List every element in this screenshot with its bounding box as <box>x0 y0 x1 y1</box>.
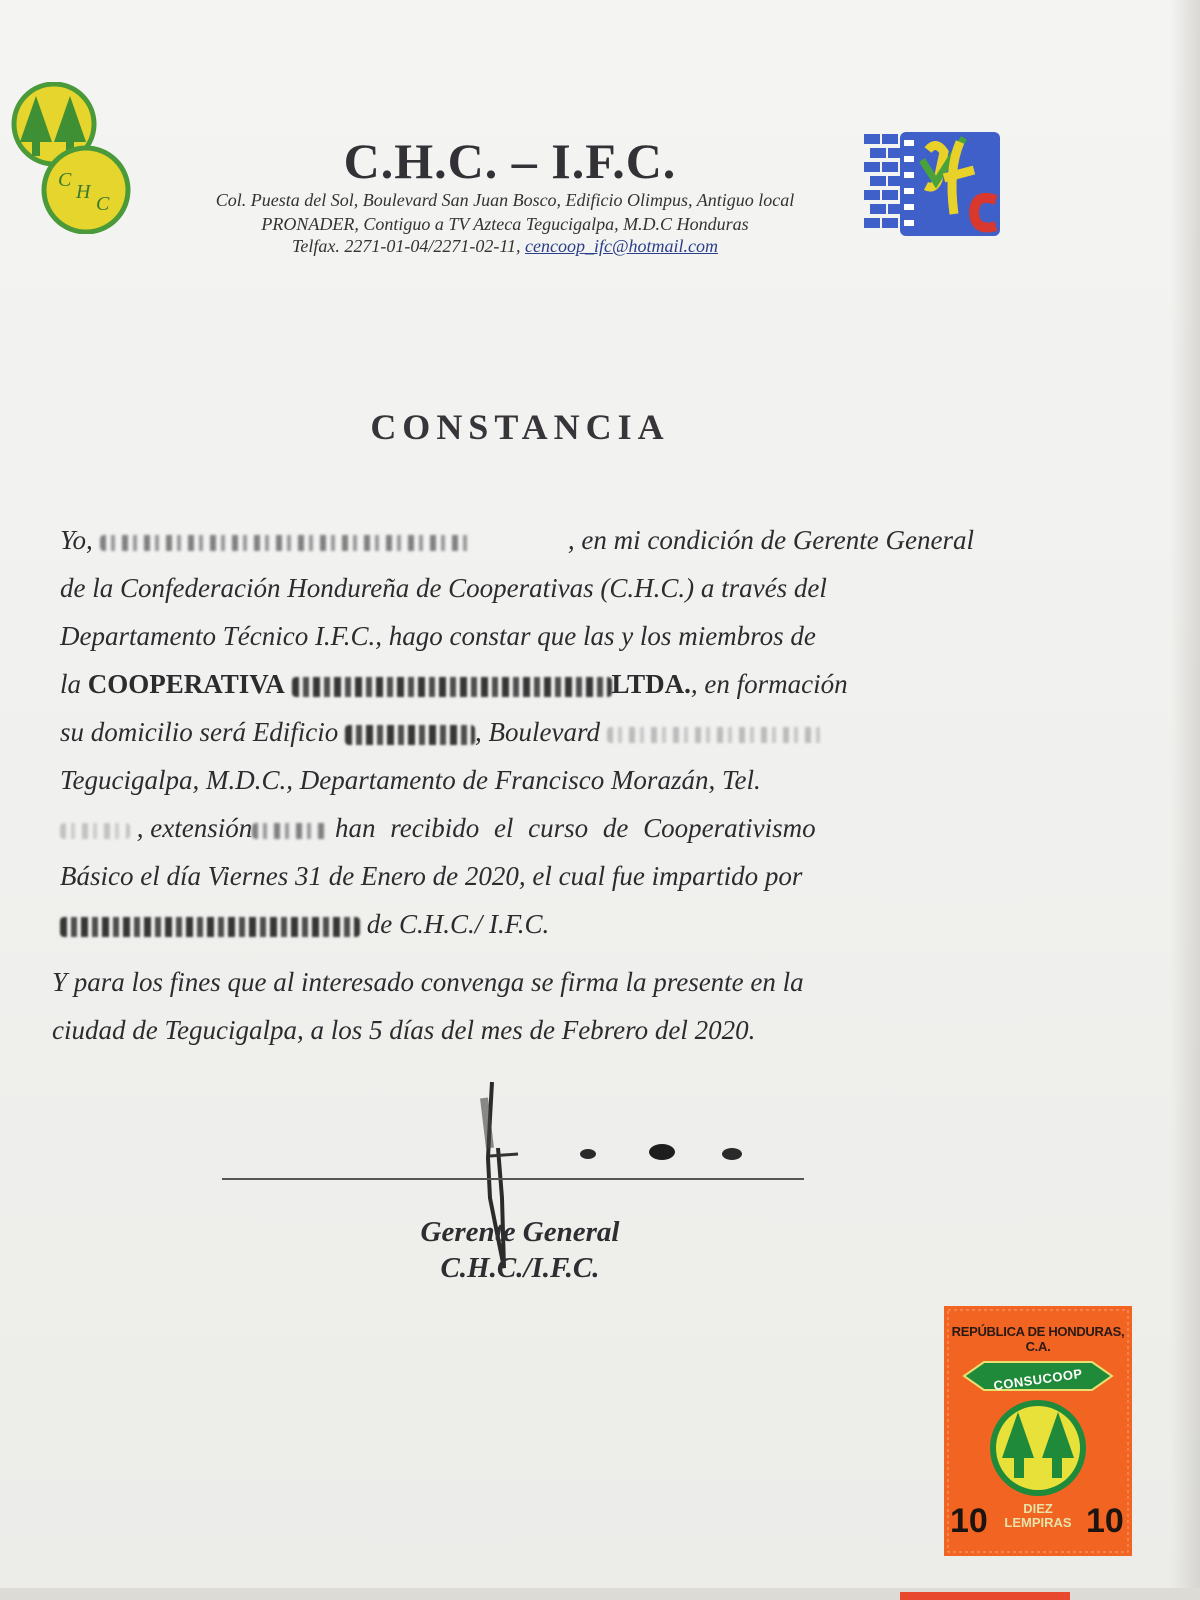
redacted-name <box>100 535 472 551</box>
body-line-4: la COOPERATIVA LTDA., en formación <box>60 669 848 699</box>
phone-text: Telfax. 2271-01-04/2271-02-11, <box>292 236 525 256</box>
body-line-9: de C.H.C./ I.F.C. <box>60 906 974 942</box>
body-line-7: , extensión han recibido el curso de Cooperativismo <box>60 810 974 846</box>
redacted-boulevard <box>607 727 827 743</box>
svg-text:H: H <box>76 181 91 203</box>
line-1-end: , en mi condición de Gerente General <box>567 525 974 555</box>
cooperativa-label: COOPERATIVA <box>87 669 285 699</box>
address-line-1: Col. Puesta del Sol, Boulevard San Juan Bosco, Edificio Olimpus, Antiguo local <box>215 190 795 210</box>
line-1-start: Yo, <box>60 522 472 558</box>
svg-text:C: C <box>96 193 110 215</box>
redacted-building <box>345 725 475 745</box>
redacted-cooperative-name <box>292 677 612 697</box>
fiscal-stamp <box>944 1306 1132 1556</box>
chc-logo <box>6 82 134 234</box>
contact-line <box>150 236 860 257</box>
svg-text:C: C <box>58 169 72 191</box>
stamp-value-left: 10 <box>950 1502 988 1540</box>
body-line-1 <box>60 522 974 558</box>
stamp-ribbon: CONSUCOOP <box>992 1365 1084 1394</box>
body-line-2: de la Confederación Hondureña de Cooperativas (C.H.C.) a través del <box>60 573 827 603</box>
email-link[interactable]: cencoop_ifc@hotmail.com <box>524 236 718 256</box>
stamp-value-words: DIEZ LEMPIRAS <box>1004 1501 1072 1530</box>
redacted-phone <box>60 823 130 839</box>
body-line-8: Básico el día Viernes 31 de Enero de 2020, el cual fue impartido por <box>60 861 803 891</box>
body-line-6: Tegucigalpa, M.D.C., Departamento de Francisco Morazán, Tel. <box>60 765 761 795</box>
signature-line <box>222 1178 804 1180</box>
stamp-value-right: 10 <box>1086 1502 1124 1540</box>
underlying-paper-edge <box>900 1592 1070 1600</box>
organization-title: C.H.C. – I.F.C. <box>343 133 677 189</box>
stamp-country: REPÚBLICA DE HONDURAS, C.A. <box>951 1324 1125 1354</box>
body-line-11: ciudad de Tegucigalpa, a los 5 días del mes de Febrero del 2020. <box>52 1015 756 1045</box>
body-line-10: Y para los fines que al interesado convenga se firma la presente en la <box>52 967 804 997</box>
address-line-2: PRONADER, Contiguo a TV Azteca Tegucigalpa, M.D.C Honduras <box>261 214 749 234</box>
body-line-3: Departamento Técnico I.F.C., hago constar que las y los miembros de <box>60 621 816 651</box>
signer-organization: C.H.C./I.F.C. <box>440 1252 600 1284</box>
redacted-extension <box>252 823 328 839</box>
document-title: CONSTANCIA <box>370 407 670 447</box>
redacted-instructor <box>60 917 360 937</box>
paper-edge-shadow <box>1170 0 1200 1600</box>
ifc-logo <box>864 130 1004 240</box>
ltda-label: LTDA. <box>611 669 691 699</box>
body-line-5: su domicilio será Edificio , Boulevard <box>60 714 974 750</box>
signer-role: Gerente General <box>420 1216 620 1248</box>
